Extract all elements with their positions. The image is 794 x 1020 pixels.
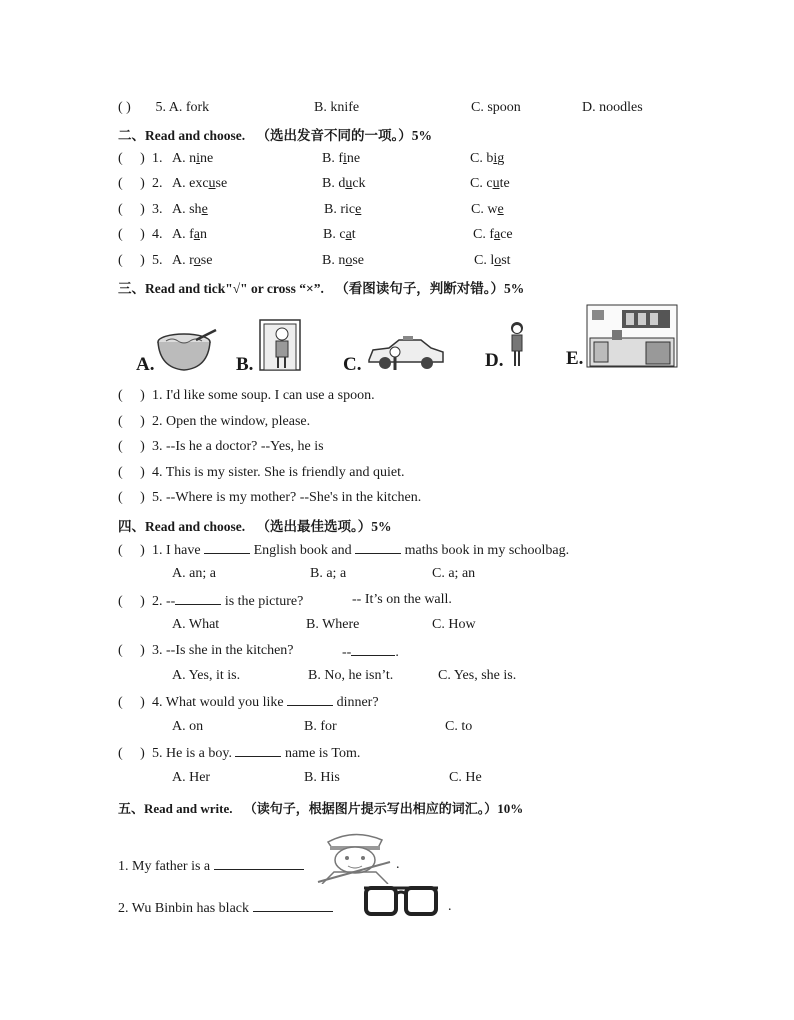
answer-paren: ( ) [118,543,145,558]
option-c [474,253,511,269]
picture-label-d: D. [485,350,504,371]
question-text [342,643,399,661]
answer-blank[interactable] [253,899,333,912]
police-car-icon [365,334,447,372]
section-number: 五、 [118,802,145,817]
option-text: C. w [471,202,498,217]
question-row [118,388,375,404]
underlined-letter: u [345,176,353,191]
question-row [118,253,163,269]
section-title: Read and choose. [145,519,246,534]
option-b: B. Where [306,617,360,632]
picture-label-a: A. [136,354,155,375]
underlined-letter: u [492,176,500,191]
section-number: 四、 [118,519,145,535]
option-text: B. f [322,151,343,166]
question-text: name is Tom. [281,746,361,761]
girl-icon [506,320,528,368]
question-text: 3. --Is he a doctor? --Yes, he is [152,439,324,454]
option-b [322,176,366,192]
answer-paren: ( ) [118,227,145,242]
question-text: 3. --Is she in the kitchen? [152,643,294,658]
option-text: B. c [323,227,346,242]
option-d: D. noodles [582,100,643,115]
option-a [172,227,207,243]
option-text: ne [200,151,214,166]
question-text: is the picture? [221,594,304,609]
underlined-letter: e [355,202,362,217]
option-text: ce [500,227,513,242]
question-text: 1. I'd like some soup. I can use a spoon. [152,388,375,403]
option-c [471,202,504,218]
question-text: 2. -- [152,594,176,609]
option-b [322,151,360,167]
answer-paren: ( ) [118,202,145,217]
underlined-letter: o [193,253,201,268]
question-row [118,541,569,559]
underlined-letter: o [494,253,502,268]
option-b [323,227,356,243]
answer-blank[interactable] [355,541,401,554]
period: . [448,899,452,914]
question-row [118,100,209,116]
question-row [118,414,310,430]
underlined-letter: e [201,202,208,217]
option-a [172,253,212,269]
option-text: n [200,227,207,242]
option-c: C. a; an [432,566,476,581]
section-note: （选出发音不同的一项。）5% [256,128,433,143]
question-row [118,693,379,711]
option-c: C. How [432,617,476,632]
option-text: C. l [474,253,495,268]
question-number: 3. [152,202,163,217]
option-text: te [499,176,510,191]
question-row [118,899,333,917]
underlined-letter: u [208,176,216,191]
question-row [118,227,163,243]
question-text: dinner? [333,695,379,710]
question-row [118,151,163,167]
glasses-icon [362,882,440,920]
underlined-letter: i [493,151,498,166]
section-title: Read and tick"√" or cross “×”. [145,281,324,296]
option-b [322,253,364,269]
answer-paren[interactable]: ( ) [118,490,145,505]
option-text: A. n [172,151,197,166]
picture-label-c: C. [343,354,362,375]
section-number: 二、 [118,128,145,144]
underlined-letter: o [345,253,353,268]
option-text: g [497,151,505,166]
question-text: 5. He is a boy. [152,746,236,761]
section-heading [118,515,392,535]
picture-label-b: B. [236,354,254,375]
answer-paren: ( ) [118,746,145,761]
option-text: se [352,253,365,268]
option-a [172,202,208,218]
section-heading [118,798,523,817]
question-text: 1. I have [152,543,205,558]
answer-blank[interactable] [351,643,395,656]
answer-blank[interactable] [214,857,304,870]
option-text: st [501,253,511,268]
answer-paren: ( ) [118,594,145,609]
option-b: B. for [304,719,337,734]
section-number: 三、 [118,281,145,297]
question-row [118,592,303,610]
answer-paren[interactable]: ( ) [118,388,145,403]
question-row [118,439,324,455]
option-text: A. exc [172,176,209,191]
underlined-letter: a [494,227,501,242]
option-text: se [200,253,213,268]
question-number: 1. [152,151,163,166]
question-text: 2. Open the window, please. [152,414,311,429]
option-c [470,151,504,167]
answer-paren: ( ) [118,643,145,658]
question-text: 4. What would you like [152,695,288,710]
option-c: C. He [449,770,482,785]
section-note: （读句子，根据图片提示写出相应的词汇。）10% [243,801,524,816]
question-text: 1. My father is a [118,859,211,874]
section-note: （选出最佳选项。）5% [256,519,392,534]
answer-paren[interactable]: ( ) [118,465,145,480]
question-row [118,202,163,218]
option-a: A. an; a [172,566,216,581]
option-text: A. r [172,253,194,268]
option-text: C. b [470,151,494,166]
option-b: B. His [304,770,340,785]
question-number: 2. [152,176,163,191]
question-text: -- It’s on the wall. [352,592,452,607]
option-text: ne [346,151,361,166]
answer-blank[interactable] [235,744,281,757]
option-text: C. f [473,227,494,242]
answer-paren: ( ) [118,151,145,166]
option-a: A. fork [168,100,210,115]
soup-bowl-icon [156,328,220,372]
option-c: C. Yes, she is. [438,668,517,683]
answer-blank[interactable] [175,592,221,605]
kitchen-icon [586,304,678,368]
underlined-letter: a [345,227,352,242]
question-row [118,176,163,192]
answer-paren: ( ) [118,253,145,268]
answer-paren[interactable]: ( ) [118,414,145,429]
door-boy-icon [258,318,304,372]
option-b: B. No, he isn’t. [308,668,394,683]
question-text: 2. Wu Binbin has black [118,901,249,916]
section-note: （看图读句子，判断对错。）5% [335,281,525,296]
option-c: C. to [445,719,473,734]
option-text: t [351,227,356,242]
option-a: A. Yes, it is. [172,668,241,683]
policeman-icon [312,828,396,884]
underlined-letter: i [343,151,347,166]
option-text: A. sh [172,202,202,217]
question-number: 4. [152,227,163,242]
section-title: Read and write. [144,801,233,816]
question-text: 4. This is my sister. She is friendly and quiet. [152,465,405,480]
answer-blank[interactable] [204,541,250,554]
question-row [118,643,294,659]
answer-paren: ( ) [118,695,145,710]
picture-label-e: E. [566,348,584,369]
section-title: Read and choose. [145,128,246,143]
option-a: A. on [172,719,204,734]
answer-blank[interactable] [287,693,333,706]
answer-paren: ( ) [118,176,145,191]
option-text: ck [352,176,366,191]
question-row [118,744,360,762]
question-text: 5. --Where is my mother? --She's in the kitchen. [152,490,422,505]
question-text: maths book in my schoolbag. [401,543,570,558]
option-text: C. c [470,176,493,191]
option-b: B. a; a [310,566,347,581]
option-text: A. f [172,227,194,242]
option-b [324,202,361,218]
option-c [473,227,513,243]
option-a: A. What [172,617,220,632]
dash: -- [342,645,352,660]
option-text: se [215,176,228,191]
underlined-letter: i [196,151,201,166]
option-text: B. ric [324,202,356,217]
question-text: English book and [250,543,356,558]
section-heading [118,124,432,144]
period: . [396,857,400,872]
underlined-letter: a [193,227,200,242]
underlined-letter: e [497,202,504,217]
question-number: 5. [152,253,163,268]
answer-paren: ( ) [118,100,131,115]
option-a: A. Her [172,770,211,785]
option-b: B. knife [314,100,360,115]
period: . [395,645,399,660]
option-a [172,151,213,167]
option-text: B. d [322,176,346,191]
option-text: B. n [322,253,346,268]
option-c [470,176,510,192]
section-heading [118,277,524,297]
option-a [172,176,227,192]
question-row [118,490,421,506]
option-c: C. spoon [471,100,521,115]
question-number: 5. [155,100,166,115]
question-row [118,465,405,481]
answer-paren[interactable]: ( ) [118,439,145,454]
question-row [118,857,304,875]
